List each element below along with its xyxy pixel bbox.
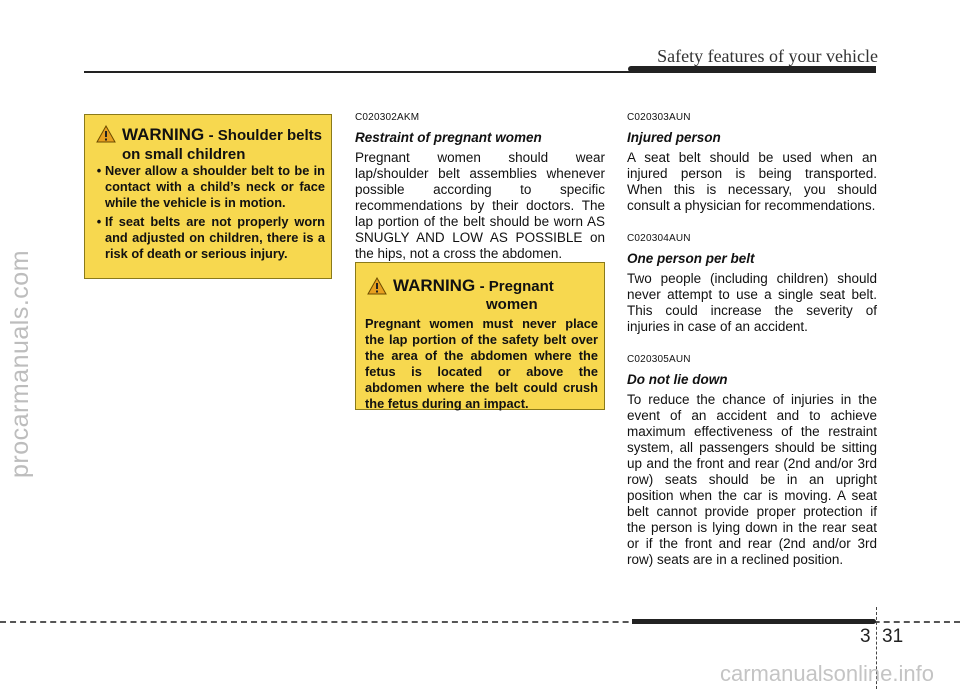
warning-triangle-icon [96, 125, 116, 143]
warning-word: WARNING [393, 276, 476, 295]
footer-rule-accent [632, 619, 876, 624]
warning-body: Pregnant women must never place the lap portion of the safety belt over the area of the abdomen where the fetus is located or above the abdomen where the belt could crush the fetus during an impact. [365, 316, 598, 411]
section-heading: Injured person [627, 130, 721, 145]
section-code: C020304AUN [627, 233, 691, 244]
warning-bullet: • If seat belts are not properly worn and adjusted on children, there is a risk of death or serious injury. [93, 214, 325, 262]
column-middle [355, 110, 605, 262]
section-text: Pregnant women should wear lap/shoulder belt assemblies whenever possible according to specific recommendations by their doctors. The lap portion of the belt should be worn AS SNUGLY AND LOW AS POSSIBLE on the hips, not a cross the abdomen. [355, 150, 605, 261]
section-code: C020303AUN [627, 112, 691, 123]
column-right [627, 110, 877, 568]
section-text: To reduce the chance of injuries in the event of an accident and to achieve maximum effectiveness of the restraint system, all passengers should be sitting up and the front and rear (2nd and/or 3rd row) seats should be in an upright position when the car is moving. A seat belt cannot provide proper protection if the person is lying down in the rear seat or if the front and rear (2nd and/or 3rd row) seats are in a reclined position. [627, 392, 877, 567]
warning-bullet: • Never allow a shoulder belt to be in contact with a child’s neck or face while the vehicle is in motion. [93, 163, 325, 211]
section-heading: One person per belt [627, 251, 755, 266]
warning-title [122, 125, 326, 164]
section-do-not-lie-down [627, 352, 877, 568]
warning-triangle-icon [367, 277, 387, 295]
side-watermark: procarmanuals.com [6, 249, 34, 478]
section-text: A seat belt should be used when an injured person is being transported. When this is necessary, you should consult a physician for recommendations. [627, 150, 877, 213]
section-code: C020302AKM [355, 112, 420, 123]
warning-box-pregnant-women [355, 262, 605, 410]
warning-title [393, 277, 554, 314]
section-code: C020305AUN [627, 354, 691, 365]
section-one-person-per-belt [627, 231, 877, 335]
warning-subtitle: - Pregnant [479, 278, 554, 295]
warning-word: WARNING [122, 125, 205, 144]
section-text: Two people (including children) should never attempt to use a single seat belt. This could increase the severity of injuries in case of an accident. [627, 271, 877, 334]
page-number: 31 [882, 626, 904, 647]
warning-subtitle: - Shoulder belts on small children [122, 127, 322, 163]
header-rule-accent [628, 66, 876, 72]
page-header-title: Safety features of your vehicle [657, 46, 878, 66]
chapter-number: 3 [860, 626, 871, 647]
section-heading: Do not lie down [627, 372, 728, 387]
warning-subtitle-line2: women [486, 296, 538, 313]
warning-box-shoulder-belts [84, 114, 332, 279]
section-injured-person [627, 110, 877, 214]
warning-heading [96, 125, 326, 164]
section-pregnant-women [355, 110, 605, 262]
bottom-watermark: carmanualsonline.info [719, 661, 934, 686]
warning-heading [367, 277, 599, 314]
section-heading: Restraint of pregnant women [355, 130, 542, 145]
warning-bullets [93, 163, 325, 265]
